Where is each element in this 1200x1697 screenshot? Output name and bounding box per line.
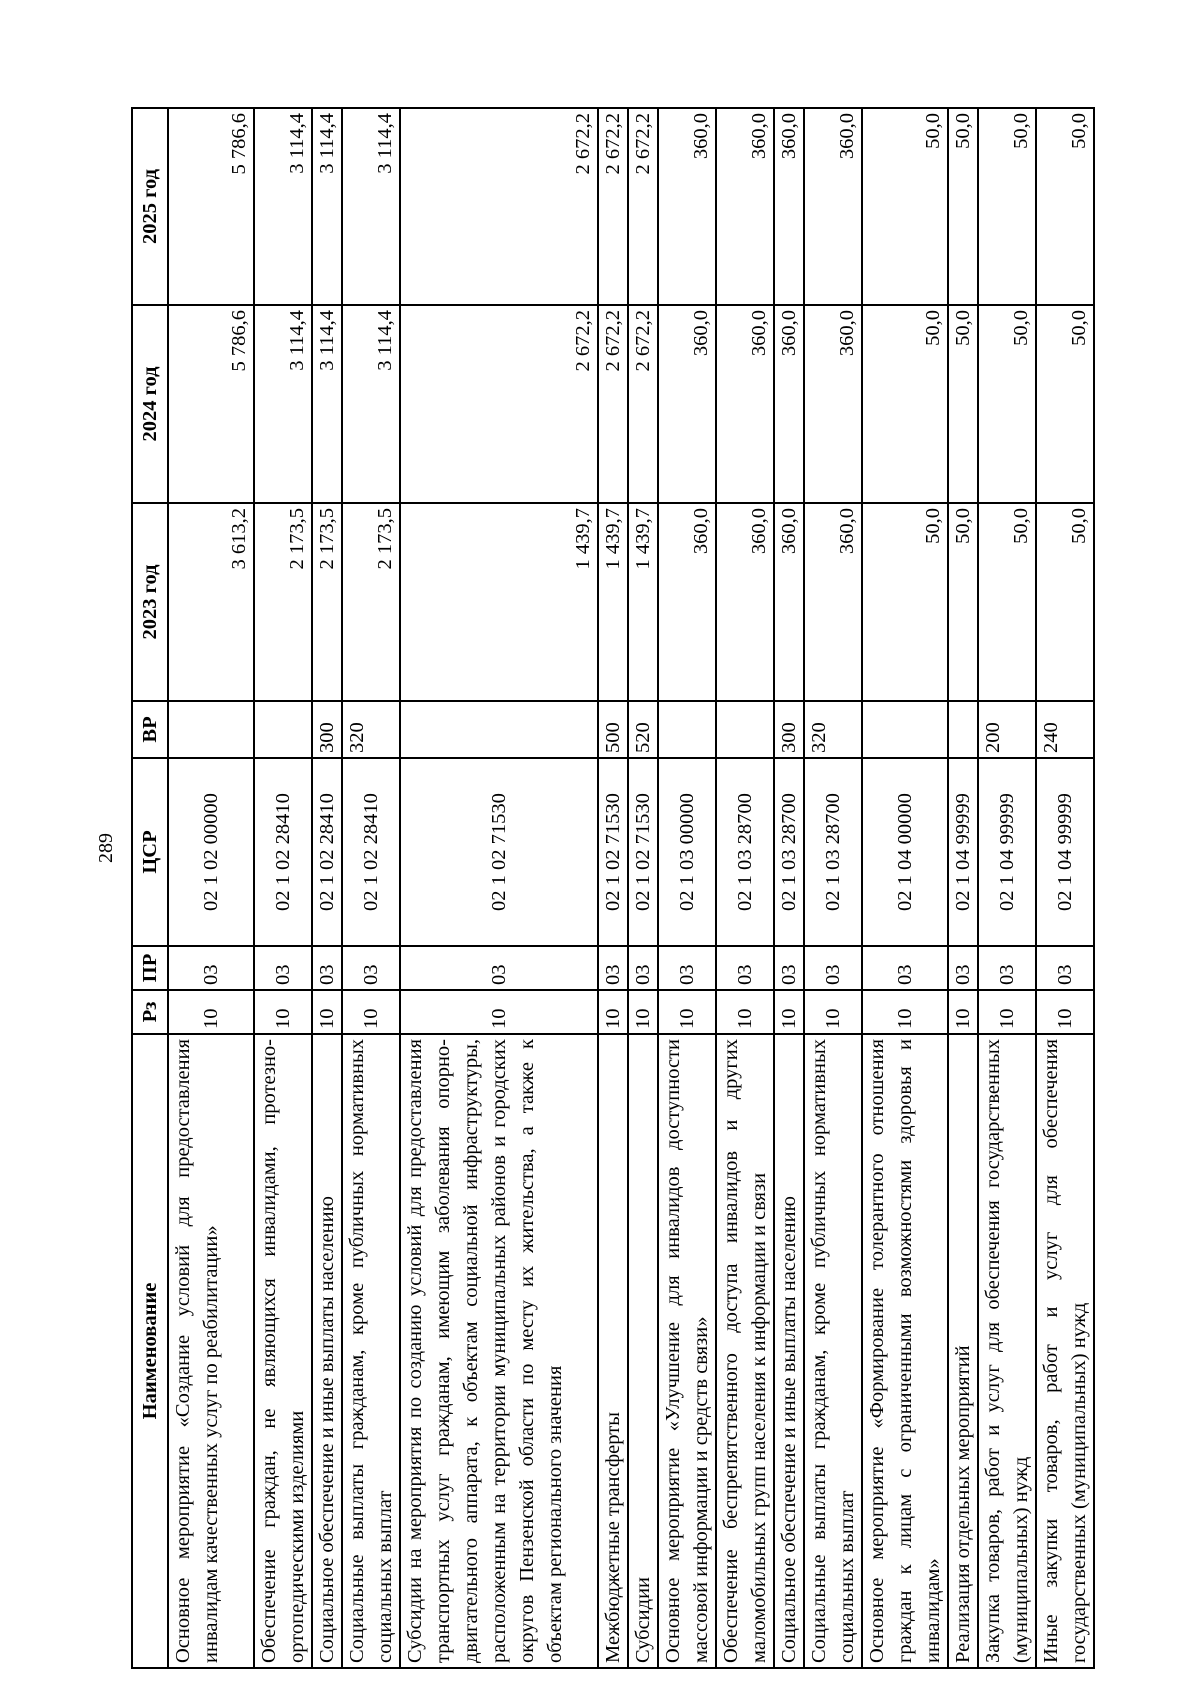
row-pr: 03	[400, 946, 598, 990]
row-name: Основное мероприятие «Создание условий для предоставления инвалидам качественных услуг по реабилитации»	[168, 1034, 254, 1668]
row-name: Межбюджетные трансферты	[598, 1034, 628, 1668]
row-csr: 02 1 02 71530	[598, 758, 628, 946]
row-2023: 3 613,2	[168, 503, 254, 701]
row-name: Основное мероприятие «Формирование толерантного отношения граждан к лицам с ограниченными возможностями здоровья и инвалидам»	[862, 1034, 948, 1668]
row-csr: 02 1 02 28410	[312, 758, 342, 946]
row-vr	[862, 701, 948, 758]
row-2024: 360,0	[716, 305, 774, 503]
header-pr: ПР	[132, 946, 168, 990]
row-pr: 03	[774, 946, 804, 990]
row-2024: 360,0	[658, 305, 716, 503]
row-csr: 02 1 04 99999	[948, 758, 978, 946]
table-row	[862, 108, 948, 1668]
header-2023: 2023 год	[132, 503, 168, 701]
row-2023: 1 439,7	[598, 503, 628, 701]
row-2025: 3 114,4	[312, 108, 342, 305]
row-2024: 50,0	[978, 305, 1036, 503]
row-2024: 360,0	[804, 305, 862, 503]
table-row	[598, 108, 628, 1668]
row-2025: 50,0	[862, 108, 948, 305]
row-2024: 3 114,4	[312, 305, 342, 503]
row-rz: 10	[658, 990, 716, 1034]
row-rz: 10	[774, 990, 804, 1034]
row-pr: 03	[804, 946, 862, 990]
row-2025: 2 672,2	[400, 108, 598, 305]
row-rz: 10	[628, 990, 658, 1034]
header-2025: 2025 год	[132, 108, 168, 305]
row-2025: 50,0	[1036, 108, 1094, 305]
row-2024: 2 672,2	[400, 305, 598, 503]
row-rz: 10	[862, 990, 948, 1034]
row-name: Социальное обеспечение и иные выплаты населению	[774, 1034, 804, 1668]
row-2025: 50,0	[978, 108, 1036, 305]
table-row	[774, 108, 804, 1668]
row-vr: 200	[978, 701, 1036, 758]
budget-table	[131, 107, 1095, 1669]
row-2025: 5 786,6	[168, 108, 254, 305]
row-rz: 10	[312, 990, 342, 1034]
row-2024: 5 786,6	[168, 305, 254, 503]
row-pr: 03	[628, 946, 658, 990]
row-rz: 10	[716, 990, 774, 1034]
row-csr: 02 1 02 71530	[628, 758, 658, 946]
table-row	[948, 108, 978, 1668]
header-2024: 2024 год	[132, 305, 168, 503]
row-2024: 3 114,4	[342, 305, 400, 503]
table-row	[168, 108, 254, 1668]
row-2024: 360,0	[774, 305, 804, 503]
row-pr: 03	[658, 946, 716, 990]
table-row	[400, 108, 598, 1668]
row-2025: 360,0	[804, 108, 862, 305]
row-csr: 02 1 02 28410	[254, 758, 312, 946]
table-row	[342, 108, 400, 1668]
row-2023: 50,0	[948, 503, 978, 701]
header-vr: ВР	[132, 701, 168, 758]
row-vr: 300	[312, 701, 342, 758]
row-2025: 50,0	[948, 108, 978, 305]
row-csr: 02 1 02 28410	[342, 758, 400, 946]
row-pr: 03	[312, 946, 342, 990]
row-pr: 03	[1036, 946, 1094, 990]
row-vr	[400, 701, 598, 758]
row-pr: 03	[254, 946, 312, 990]
table-header-row	[132, 108, 168, 1668]
row-vr: 500	[598, 701, 628, 758]
row-vr: 300	[774, 701, 804, 758]
row-2023: 360,0	[774, 503, 804, 701]
row-2025: 3 114,4	[342, 108, 400, 305]
row-2025: 2 672,2	[598, 108, 628, 305]
row-name: Социальные выплаты гражданам, кроме публичных нормативных социальных выплат	[342, 1034, 400, 1668]
row-2023: 50,0	[862, 503, 948, 701]
row-name: Обеспечение беспрепятственного доступа инвалидов и других маломобильных групп населения к информации и связи	[716, 1034, 774, 1668]
row-csr: 02 1 03 00000	[658, 758, 716, 946]
row-csr: 02 1 02 00000	[168, 758, 254, 946]
row-name: Иные закупки товаров, работ и услуг для обеспечения государственных (муниципальных) нужд	[1036, 1034, 1094, 1668]
row-2024: 2 672,2	[628, 305, 658, 503]
row-vr	[658, 701, 716, 758]
row-2025: 360,0	[774, 108, 804, 305]
table-row	[628, 108, 658, 1668]
row-name: Закупка товаров, работ и услуг для обеспечения государственных (муниципальных) нужд	[978, 1034, 1036, 1668]
row-pr: 03	[716, 946, 774, 990]
row-2024: 50,0	[862, 305, 948, 503]
row-2023: 1 439,7	[628, 503, 658, 701]
row-rz: 10	[598, 990, 628, 1034]
row-csr: 02 1 03 28700	[804, 758, 862, 946]
row-vr	[716, 701, 774, 758]
table-row	[978, 108, 1036, 1668]
row-name: Основное мероприятие «Улучшение для инвалидов доступности массовой информации и средств связи»	[658, 1034, 716, 1668]
row-pr: 03	[598, 946, 628, 990]
row-2025: 360,0	[658, 108, 716, 305]
row-2025: 360,0	[716, 108, 774, 305]
row-2023: 2 173,5	[254, 503, 312, 701]
row-pr: 03	[862, 946, 948, 990]
row-rz: 10	[1036, 990, 1094, 1034]
row-csr: 02 1 04 99999	[978, 758, 1036, 946]
row-name: Обеспечение граждан, не являющихся инвалидами, протезно-ортопедическими изделиями	[254, 1034, 312, 1668]
row-name: Реализация отдельных мероприятий	[948, 1034, 978, 1668]
row-name: Социальное обеспечение и иные выплаты населению	[312, 1034, 342, 1668]
row-rz: 10	[400, 990, 598, 1034]
row-2024: 2 672,2	[598, 305, 628, 503]
row-rz: 10	[948, 990, 978, 1034]
row-2023: 360,0	[716, 503, 774, 701]
row-vr: 320	[342, 701, 400, 758]
row-csr: 02 1 04 00000	[862, 758, 948, 946]
row-vr	[254, 701, 312, 758]
row-vr: 240	[1036, 701, 1094, 758]
table-row	[658, 108, 716, 1668]
row-csr: 02 1 03 28700	[774, 758, 804, 946]
row-csr: 02 1 03 28700	[716, 758, 774, 946]
row-vr	[948, 701, 978, 758]
budget-table-container	[131, 109, 1090, 1669]
table-row	[804, 108, 862, 1668]
row-pr: 03	[168, 946, 254, 990]
table-row	[1036, 108, 1094, 1668]
row-2023: 1 439,7	[400, 503, 598, 701]
row-2024: 3 114,4	[254, 305, 312, 503]
row-2025: 3 114,4	[254, 108, 312, 305]
row-rz: 10	[342, 990, 400, 1034]
row-2023: 2 173,5	[342, 503, 400, 701]
row-pr: 03	[978, 946, 1036, 990]
table-row	[716, 108, 774, 1668]
row-vr	[168, 701, 254, 758]
row-2025: 2 672,2	[628, 108, 658, 305]
header-name: Наименование	[132, 1034, 168, 1668]
row-name: Субсидии	[628, 1034, 658, 1668]
page-number: 289	[95, 833, 117, 863]
row-rz: 10	[978, 990, 1036, 1034]
row-2023: 360,0	[804, 503, 862, 701]
table-row	[254, 108, 312, 1668]
table-row	[312, 108, 342, 1668]
row-name: Социальные выплаты гражданам, кроме публичных нормативных социальных выплат	[804, 1034, 862, 1668]
row-rz: 10	[254, 990, 312, 1034]
row-2023: 50,0	[1036, 503, 1094, 701]
row-vr: 320	[804, 701, 862, 758]
row-2023: 2 173,5	[312, 503, 342, 701]
row-vr: 520	[628, 701, 658, 758]
row-pr: 03	[342, 946, 400, 990]
row-csr: 02 1 04 99999	[1036, 758, 1094, 946]
header-rz: Рз	[132, 990, 168, 1034]
row-2023: 50,0	[978, 503, 1036, 701]
row-rz: 10	[804, 990, 862, 1034]
row-name: Субсидии на мероприятия по созданию условий для предоставления транспортных услуг гражданам, имеющим заболевания опорно-двигательного аппарата, к объектам социальной инфраструктуры, расположенным на территории муниципальных районов и городских округов Пензенской области по месту их жительства, а также к объектам регионального значения	[400, 1034, 598, 1668]
row-csr: 02 1 02 71530	[400, 758, 598, 946]
row-2024: 50,0	[1036, 305, 1094, 503]
header-csr: ЦСР	[132, 758, 168, 946]
row-rz: 10	[168, 990, 254, 1034]
row-2023: 360,0	[658, 503, 716, 701]
row-2024: 50,0	[948, 305, 978, 503]
row-pr: 03	[948, 946, 978, 990]
